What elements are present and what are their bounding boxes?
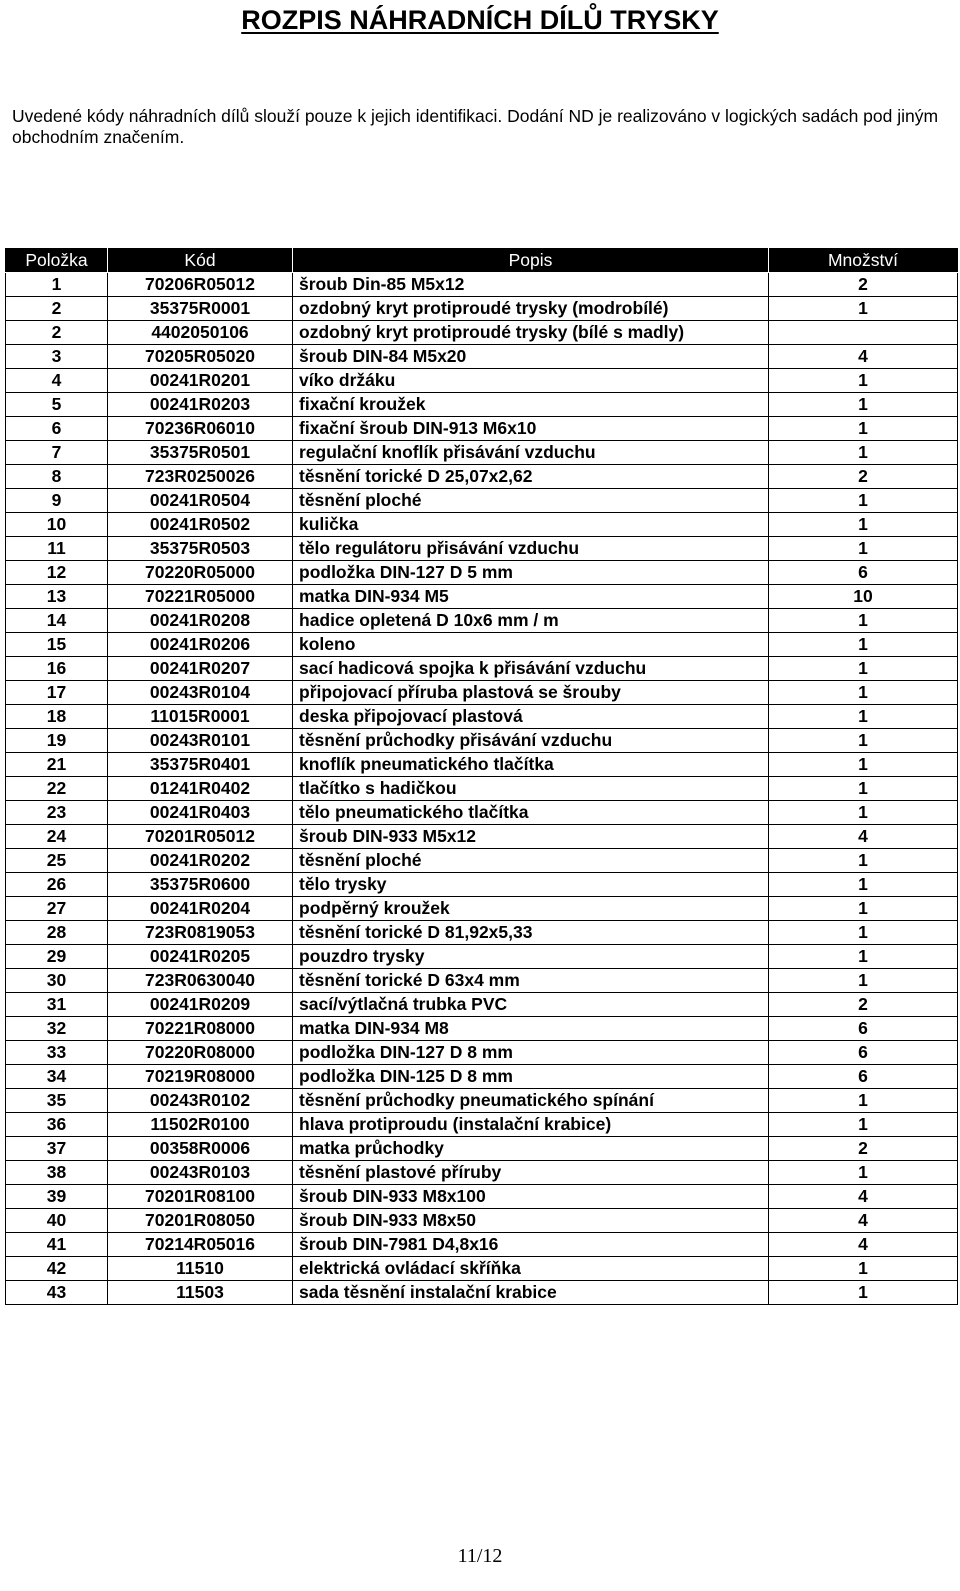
table-row (6, 657, 958, 681)
cell-position: 24 (6, 825, 108, 849)
cell-position: 39 (6, 1185, 108, 1209)
cell-code: 00241R0208 (108, 609, 293, 633)
cell-description: podložka DIN-127 D 5 mm (293, 561, 769, 585)
cell-position: 9 (6, 489, 108, 513)
cell-quantity: 2 (769, 273, 958, 297)
cell-quantity: 1 (769, 801, 958, 825)
cell-position: 35 (6, 1089, 108, 1113)
cell-code: 35375R0501 (108, 441, 293, 465)
intro-paragraph: Uvedené kódy náhradních dílů slouží pouze k jejich identifikaci. Dodání ND je realizováno v logických sadách pod jiným obchodním značením. (12, 106, 939, 147)
table-row (6, 417, 958, 441)
cell-position: 16 (6, 657, 108, 681)
cell-quantity: 1 (769, 1089, 958, 1113)
cell-code: 00241R0207 (108, 657, 293, 681)
cell-quantity: 1 (769, 873, 958, 897)
cell-quantity: 6 (769, 1065, 958, 1089)
cell-description: připojovací příruba plastová se šrouby (293, 681, 769, 705)
header-description: Popis (293, 249, 769, 273)
cell-quantity: 1 (769, 657, 958, 681)
table-row (6, 585, 958, 609)
cell-quantity: 1 (769, 1113, 958, 1137)
cell-description: kulička (293, 513, 769, 537)
table-row (6, 345, 958, 369)
cell-position: 6 (6, 417, 108, 441)
cell-description: sací hadicová spojka k přisávání vzduchu (293, 657, 769, 681)
cell-description: sada těsnění instalační krabice (293, 1281, 769, 1305)
cell-code: 35375R0001 (108, 297, 293, 321)
cell-position: 29 (6, 945, 108, 969)
table-row (6, 513, 958, 537)
cell-position: 31 (6, 993, 108, 1017)
table-row (6, 1041, 958, 1065)
cell-description: tělo trysky (293, 873, 769, 897)
header-quantity: Množství (769, 249, 958, 273)
cell-description: tělo pneumatického tlačítka (293, 801, 769, 825)
cell-position: 17 (6, 681, 108, 705)
cell-position: 22 (6, 777, 108, 801)
cell-code: 00243R0103 (108, 1161, 293, 1185)
cell-position: 3 (6, 345, 108, 369)
cell-quantity: 1 (769, 777, 958, 801)
table-row (6, 705, 958, 729)
cell-code: 4402050106 (108, 321, 293, 345)
cell-quantity: 1 (769, 1161, 958, 1185)
cell-position: 27 (6, 897, 108, 921)
table-row (6, 1137, 958, 1161)
cell-quantity: 4 (769, 345, 958, 369)
cell-code: 70220R08000 (108, 1041, 293, 1065)
cell-position: 32 (6, 1017, 108, 1041)
cell-code: 723R0819053 (108, 921, 293, 945)
cell-code: 70221R08000 (108, 1017, 293, 1041)
cell-description: matka DIN-934 M8 (293, 1017, 769, 1041)
cell-code: 70201R08100 (108, 1185, 293, 1209)
table-row (6, 801, 958, 825)
cell-description: podpěrný kroužek (293, 897, 769, 921)
cell-description: podložka DIN-125 D 8 mm (293, 1065, 769, 1089)
cell-quantity: 1 (769, 369, 958, 393)
cell-description: těsnění plastové příruby (293, 1161, 769, 1185)
header-position: Položka (6, 249, 108, 273)
cell-code: 01241R0402 (108, 777, 293, 801)
cell-quantity: 1 (769, 969, 958, 993)
cell-code: 70205R05020 (108, 345, 293, 369)
cell-position: 11 (6, 537, 108, 561)
table-row (6, 1017, 958, 1041)
table-row (6, 921, 958, 945)
cell-code: 35375R0503 (108, 537, 293, 561)
cell-code: 35375R0600 (108, 873, 293, 897)
cell-description: těsnění torické D 63x4 mm (293, 969, 769, 993)
cell-quantity: 1 (769, 945, 958, 969)
cell-quantity: 6 (769, 561, 958, 585)
table-row (6, 609, 958, 633)
cell-position: 13 (6, 585, 108, 609)
cell-code: 70221R05000 (108, 585, 293, 609)
table-row (6, 369, 958, 393)
cell-description: elektrická ovládací skříňka (293, 1257, 769, 1281)
cell-code: 00241R0204 (108, 897, 293, 921)
cell-position: 7 (6, 441, 108, 465)
cell-description: těsnění ploché (293, 489, 769, 513)
cell-position: 26 (6, 873, 108, 897)
cell-position: 37 (6, 1137, 108, 1161)
cell-description: tlačítko s hadičkou (293, 777, 769, 801)
cell-position: 30 (6, 969, 108, 993)
cell-quantity: 4 (769, 825, 958, 849)
cell-code: 35375R0401 (108, 753, 293, 777)
cell-description: těsnění ploché (293, 849, 769, 873)
cell-description: ozdobný kryt protiproudé trysky (bílé s madly) (293, 321, 769, 345)
cell-position: 34 (6, 1065, 108, 1089)
table-row (6, 681, 958, 705)
cell-description: šroub DIN-933 M8x50 (293, 1209, 769, 1233)
table-row (6, 465, 958, 489)
cell-code: 00358R0006 (108, 1137, 293, 1161)
cell-description: podložka DIN-127 D 8 mm (293, 1041, 769, 1065)
cell-description: šroub DIN-84 M5x20 (293, 345, 769, 369)
header-row (6, 249, 958, 273)
cell-description: koleno (293, 633, 769, 657)
cell-quantity: 4 (769, 1185, 958, 1209)
cell-code: 11510 (108, 1257, 293, 1281)
cell-code: 70206R05012 (108, 273, 293, 297)
cell-code: 00241R0203 (108, 393, 293, 417)
cell-quantity: 6 (769, 1041, 958, 1065)
cell-position: 4 (6, 369, 108, 393)
cell-position: 42 (6, 1257, 108, 1281)
table-row (6, 825, 958, 849)
table-row (6, 489, 958, 513)
cell-code: 70201R05012 (108, 825, 293, 849)
cell-quantity: 1 (769, 297, 958, 321)
cell-quantity: 1 (769, 633, 958, 657)
cell-quantity: 1 (769, 705, 958, 729)
cell-description: víko držáku (293, 369, 769, 393)
cell-code: 00241R0205 (108, 945, 293, 969)
cell-quantity: 4 (769, 1233, 958, 1257)
cell-code: 00241R0504 (108, 489, 293, 513)
table-row (6, 321, 958, 345)
cell-quantity: 1 (769, 729, 958, 753)
cell-code: 11503 (108, 1281, 293, 1305)
table-row (6, 1233, 958, 1257)
cell-description: šroub DIN-933 M5x12 (293, 825, 769, 849)
cell-code: 70219R08000 (108, 1065, 293, 1089)
cell-quantity: 1 (769, 849, 958, 873)
cell-position: 14 (6, 609, 108, 633)
cell-quantity: 1 (769, 1257, 958, 1281)
page-number: 11/12 (457, 1545, 503, 1567)
cell-description: těsnění průchodky pneumatického spínání (293, 1089, 769, 1113)
spare-parts-table (5, 248, 958, 1305)
cell-code: 00243R0101 (108, 729, 293, 753)
table-row (6, 1065, 958, 1089)
table-body (6, 273, 958, 1305)
table-row (6, 1257, 958, 1281)
cell-position: 5 (6, 393, 108, 417)
cell-quantity: 1 (769, 753, 958, 777)
cell-position: 41 (6, 1233, 108, 1257)
cell-description: těsnění torické D 81,92x5,33 (293, 921, 769, 945)
cell-description: regulační knoflík přisávání vzduchu (293, 441, 769, 465)
cell-code: 00243R0104 (108, 681, 293, 705)
table-row (6, 1089, 958, 1113)
table-row (6, 777, 958, 801)
cell-quantity: 4 (769, 1209, 958, 1233)
table-row (6, 633, 958, 657)
cell-quantity: 6 (769, 1017, 958, 1041)
cell-quantity (769, 321, 958, 345)
cell-position: 2 (6, 321, 108, 345)
cell-description: šroub DIN-7981 D4,8x16 (293, 1233, 769, 1257)
cell-description: těsnění průchodky přisávání vzduchu (293, 729, 769, 753)
cell-quantity: 1 (769, 1281, 958, 1305)
cell-code: 70201R08050 (108, 1209, 293, 1233)
cell-position: 25 (6, 849, 108, 873)
cell-position: 15 (6, 633, 108, 657)
cell-quantity: 1 (769, 513, 958, 537)
cell-quantity: 10 (769, 585, 958, 609)
cell-code: 00241R0202 (108, 849, 293, 873)
cell-position: 23 (6, 801, 108, 825)
table-row (6, 537, 958, 561)
cell-position: 38 (6, 1161, 108, 1185)
cell-position: 36 (6, 1113, 108, 1137)
table-row (6, 1113, 958, 1137)
cell-description: fixační šroub DIN-913 M6x10 (293, 417, 769, 441)
cell-position: 40 (6, 1209, 108, 1233)
table-row (6, 1281, 958, 1305)
cell-description: matka DIN-934 M5 (293, 585, 769, 609)
cell-quantity: 1 (769, 417, 958, 441)
table-row (6, 897, 958, 921)
cell-code: 11502R0100 (108, 1113, 293, 1137)
cell-code: 00241R0201 (108, 369, 293, 393)
cell-position: 1 (6, 273, 108, 297)
page-title: ROZPIS NÁHRADNÍCH DÍLŮ TRYSKY (241, 5, 719, 35)
table-row (6, 441, 958, 465)
cell-code: 723R0630040 (108, 969, 293, 993)
cell-code: 00243R0102 (108, 1089, 293, 1113)
cell-code: 00241R0206 (108, 633, 293, 657)
cell-position: 33 (6, 1041, 108, 1065)
cell-description: sací/výtlačná trubka PVC (293, 993, 769, 1017)
table-row (6, 993, 958, 1017)
cell-code: 00241R0502 (108, 513, 293, 537)
cell-code: 70220R05000 (108, 561, 293, 585)
cell-description: ozdobný kryt protiproudé trysky (modrobílé) (293, 297, 769, 321)
cell-description: tělo regulátoru přisávání vzduchu (293, 537, 769, 561)
cell-description: šroub DIN-933 M8x100 (293, 1185, 769, 1209)
cell-quantity: 1 (769, 393, 958, 417)
table-row (6, 969, 958, 993)
cell-quantity: 1 (769, 441, 958, 465)
header-code: Kód (108, 249, 293, 273)
cell-quantity: 2 (769, 1137, 958, 1161)
cell-code: 723R0250026 (108, 465, 293, 489)
cell-description: těsnění torické D 25,07x2,62 (293, 465, 769, 489)
table-row (6, 873, 958, 897)
table-row (6, 1161, 958, 1185)
cell-quantity: 2 (769, 465, 958, 489)
cell-position: 8 (6, 465, 108, 489)
cell-description: hlava protiproudu (instalační krabice) (293, 1113, 769, 1137)
cell-code: 00241R0209 (108, 993, 293, 1017)
cell-quantity: 1 (769, 921, 958, 945)
cell-position: 18 (6, 705, 108, 729)
cell-quantity: 1 (769, 681, 958, 705)
table-row (6, 1185, 958, 1209)
table-row (6, 849, 958, 873)
table-row (6, 1209, 958, 1233)
cell-description: deska připojovací plastová (293, 705, 769, 729)
cell-description: hadice opletená D 10x6 mm / m (293, 609, 769, 633)
table-row (6, 753, 958, 777)
cell-quantity: 1 (769, 609, 958, 633)
cell-position: 28 (6, 921, 108, 945)
cell-position: 10 (6, 513, 108, 537)
cell-description: knoflík pneumatického tlačítka (293, 753, 769, 777)
table-row (6, 393, 958, 417)
table-row (6, 561, 958, 585)
cell-quantity: 1 (769, 897, 958, 921)
cell-description: fixační kroužek (293, 393, 769, 417)
cell-description: pouzdro trysky (293, 945, 769, 969)
cell-code: 70236R06010 (108, 417, 293, 441)
cell-quantity: 1 (769, 489, 958, 513)
table-row (6, 273, 958, 297)
cell-quantity: 2 (769, 993, 958, 1017)
table-row (6, 729, 958, 753)
cell-position: 43 (6, 1281, 108, 1305)
cell-code: 11015R0001 (108, 705, 293, 729)
cell-description: šroub Din-85 M5x12 (293, 273, 769, 297)
cell-position: 19 (6, 729, 108, 753)
cell-quantity: 1 (769, 537, 958, 561)
cell-code: 00241R0403 (108, 801, 293, 825)
cell-position: 2 (6, 297, 108, 321)
cell-description: matka průchodky (293, 1137, 769, 1161)
table-row (6, 297, 958, 321)
table-header (6, 249, 958, 273)
cell-code: 70214R05016 (108, 1233, 293, 1257)
table-row (6, 945, 958, 969)
cell-position: 12 (6, 561, 108, 585)
cell-position: 21 (6, 753, 108, 777)
